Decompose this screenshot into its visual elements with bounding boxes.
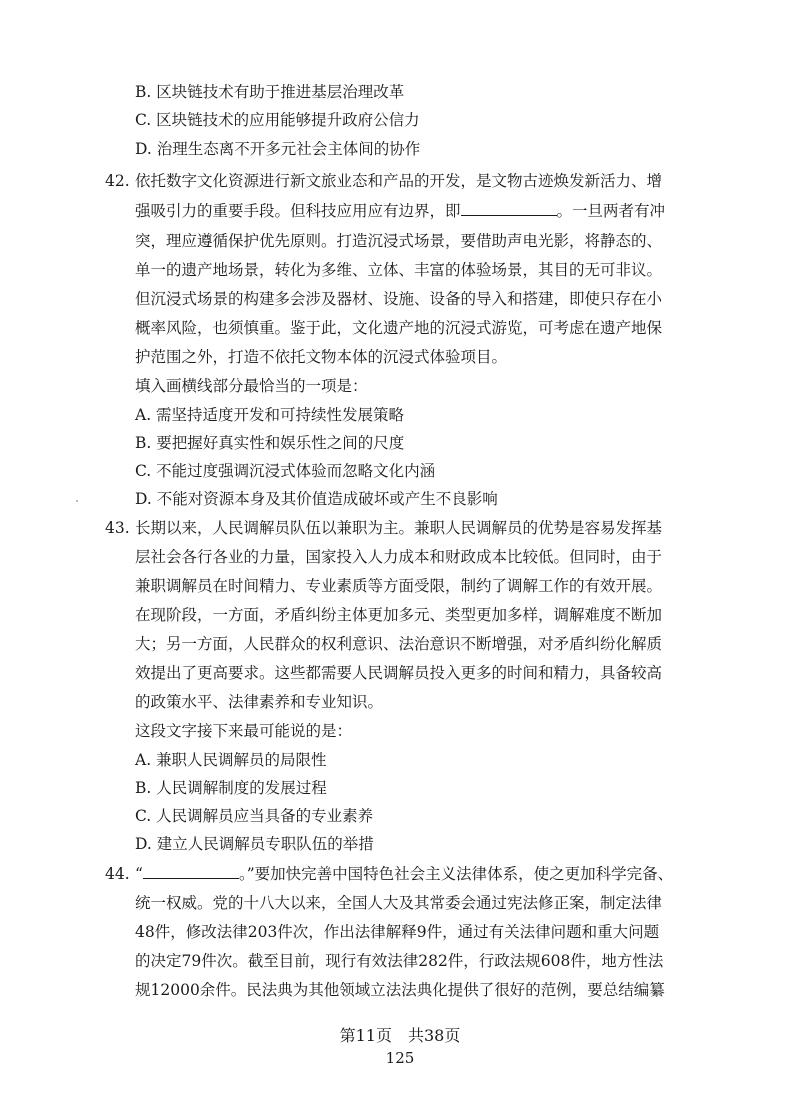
- q42-option-b: B. 要把握好真实性和娱乐性之间的尺度: [135, 434, 405, 452]
- q42-prompt: 填入画横线部分最恰当的一项是：: [135, 377, 368, 395]
- q42-text-line: 依托数字文化资源进行新文旅业态和产品的开发，是文物古迹焕发新活力、增: [135, 172, 663, 190]
- answer-blank: [143, 864, 239, 879]
- q43-text-line: 在现阶段，一方面，矛盾纠纷主体更加多元、类型更加多样，调解难度不断加: [135, 606, 663, 624]
- page-info: 第11页 共38页: [339, 1026, 461, 1045]
- q43-text-line: 大；另一方面，人民群众的权利意识、法治意识不断增强，对矛盾纠纷化解质: [135, 635, 663, 653]
- q42-text-line: 单一的遗产地场景，转化为多维、立体、丰富的体验场景，其目的无可非议。: [135, 261, 663, 279]
- q41-option-d: D. 治理生态离不开多元社会主体间的协作: [135, 140, 421, 158]
- q42-text-segment: 强吸引力的重要手段。但科技应用应有边界，即: [135, 202, 461, 220]
- q44-text-line: 统一权威。党的十八大以来，全国人大及其常委会通过宪法修正案，制定法律: [135, 894, 663, 912]
- q44-text-segment: “: [135, 865, 143, 883]
- q43-text-line: 兼职调解员在时间精力、专业素质等方面受限，制约了调解工作的有效开展。: [135, 577, 663, 595]
- answer-blank: [461, 201, 557, 216]
- q43-prompt: 这段文字接下来最可能说的是：: [135, 722, 353, 740]
- q42-text-line: [135, 201, 665, 221]
- q43-text-line: 层社会各行各业的力量，国家投入人力成本和财政成本比较低。但同时，由于: [135, 548, 663, 566]
- q42-text-line: 突，理应遵循保护优先原则。打造沉浸式场景，要借助声电光影，将静态的、: [135, 232, 663, 250]
- q43-text-line: 长期以来，人民调解员队伍以兼职为主。兼职人民调解员的优势是容易发挥基: [135, 519, 663, 537]
- q44-text-segment: 。”要加快完善中国特色社会主义法律体系，使之更加科学完备、: [238, 865, 674, 883]
- q43-option-d: D. 建立人民调解员专职队伍的举措: [135, 835, 374, 853]
- q42-text-line: 但沉浸式场景的构建多会涉及器材、设施、设备的导入和搭建，即使只存在小: [135, 290, 663, 308]
- q43-text-line: 的政策水平、法律素养和专业知识。: [135, 693, 384, 711]
- q42-option-a: A. 需坚持适度开发和可持续性发展策略: [135, 406, 405, 424]
- q42-text-segment: 。一旦两者有冲: [556, 202, 666, 220]
- q42-text-line: 概率风险，也须慎重。鉴于此，文化遗产地的沉浸式游览，可考虑在遗产地保: [135, 319, 663, 337]
- q42-number: 42.: [105, 172, 130, 190]
- q42-option-d: D. 不能对资源本身及其价值造成破坏或产生不良影响: [135, 490, 498, 508]
- page-number: 125: [385, 1049, 415, 1067]
- q43-option-a: A. 兼职人民调解员的局限性: [135, 751, 327, 769]
- q44-text-line: 的决定79件次。截至目前，现行有效法律282件，行政法规608件，地方性法: [135, 952, 664, 970]
- q44-text-line: 规12000余件。民法典为其他领域立法法典化提供了很好的范例，要总结编纂: [135, 981, 665, 999]
- q41-option-c: C. 区块链技术的应用能够提升政府公信力: [135, 111, 420, 129]
- q41-option-b: B. 区块链技术有助于推进基层治理改革: [135, 83, 405, 101]
- q43-option-c: C. 人民调解员应当具备的专业素养: [135, 807, 374, 825]
- q44-text-line: [135, 864, 673, 884]
- q44-number: 44.: [105, 865, 130, 883]
- q43-number: 43.: [105, 519, 130, 537]
- q42-text-line: 护范围之外，打造不依托文物本体的沉浸式体验项目。: [135, 348, 508, 366]
- scan-speck: [76, 500, 78, 502]
- q43-option-b: B. 人民调解制度的发展过程: [135, 779, 327, 797]
- q43-text-line: 效提出了更高要求。这些都需要人民调解员投入更多的时间和精力，具备较高: [135, 664, 663, 682]
- q44-text-line: 48件，修改法律203件次，作出法律解释9件，通过有关法律问题和重大问题: [135, 923, 660, 941]
- q42-option-c: C. 不能过度强调沉浸式体验而忽略文化内涵: [135, 462, 436, 480]
